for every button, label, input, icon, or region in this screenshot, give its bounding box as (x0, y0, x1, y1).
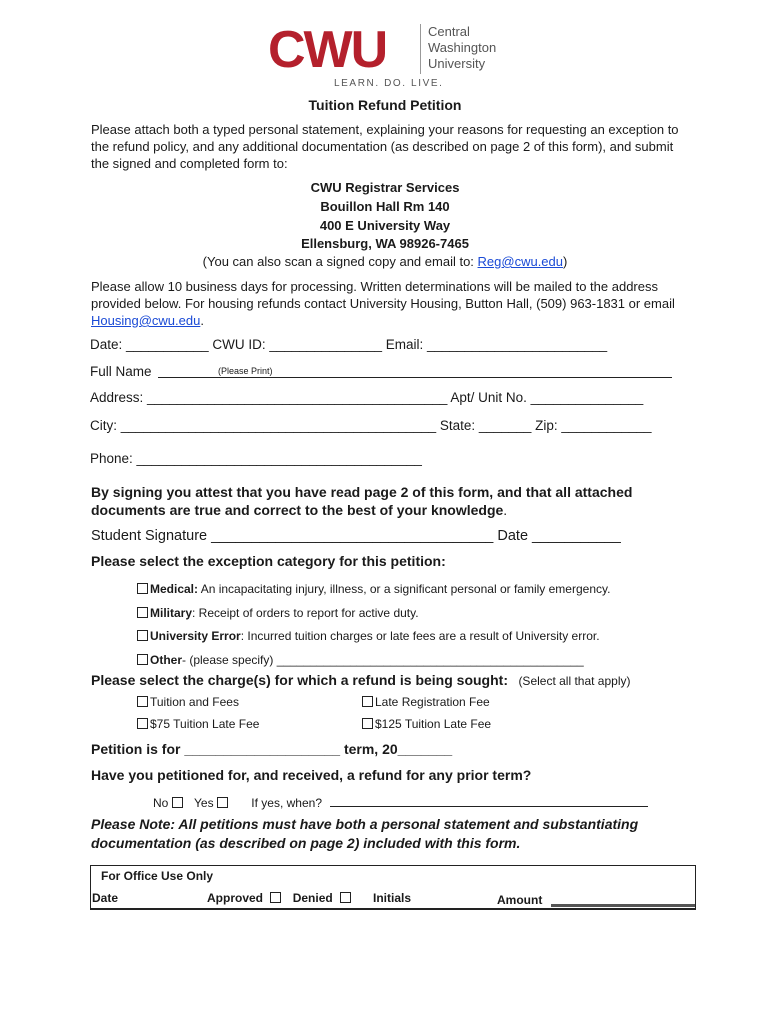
charge-125-late-fee[interactable]: $125 Tuition Late Fee (362, 717, 491, 731)
prior-refund-when-field[interactable] (330, 806, 648, 807)
housing-email-link[interactable]: Housing@cwu.edu (91, 313, 201, 328)
charges-heading-row: Please select the charge(s) for which a refund is being sought: (Select all that apply) (91, 672, 631, 688)
exception-university-error[interactable]: University Error: Incurred tuition charges or late fees are a result of University error. (137, 629, 600, 643)
office-date-label: Date (92, 891, 119, 905)
checkbox-approved[interactable] (270, 892, 281, 903)
address-city: Ellensburg, WA 98926-7465 (301, 236, 469, 251)
checkbox-military[interactable] (137, 607, 148, 618)
intro-paragraph: Please attach both a typed personal statement, explaining your reasons for requesting an exception to the refund policy, and any additional documentation (as described on page 2 of this form), and submit the signed and completed form to: (91, 122, 679, 171)
checkbox-other[interactable] (137, 654, 148, 665)
phone-field[interactable]: Phone: ______________________________________ (90, 451, 422, 466)
address-office: CWU Registrar Services (310, 180, 460, 195)
attestation-statement: By signing you attest that you have read page 2 of this form, and that all attached documents are true and correct to the best of your knowledge. (91, 484, 633, 518)
city-state-zip-field[interactable]: City: __________________________________________ State: _______ Zip: ____________ (90, 418, 652, 433)
student-signature-field[interactable]: Student Signature ___________________________________ Date ___________ (91, 528, 621, 544)
checkbox-medical[interactable] (137, 583, 148, 594)
checkbox-125-late-fee[interactable] (362, 718, 373, 729)
office-use-heading: For Office Use Only (101, 869, 214, 883)
address-building: Bouillon Hall Rm 140 (320, 199, 450, 214)
logo-university-name: Central Washington University (428, 24, 497, 71)
logo-wordmark: CWU (268, 21, 387, 79)
office-box-shadow (551, 904, 695, 907)
office-use-box (90, 865, 696, 910)
petition-term-field[interactable]: Petition is for ____________________ term, 20_______ (91, 741, 453, 757)
exception-medical[interactable]: Medical: An incapacitating injury, illness, or a significant personal or family emergency. (137, 582, 610, 596)
checkbox-denied[interactable] (340, 892, 351, 903)
full-name-label: Full Name (90, 364, 152, 379)
registrar-email-link[interactable]: Reg@cwu.edu (477, 254, 563, 269)
office-approved: Approved Denied (207, 891, 353, 905)
full-name-field[interactable] (158, 377, 672, 378)
charge-75-late-fee[interactable]: $75 Tuition Late Fee (137, 717, 259, 731)
exception-heading: Please select the exception category for this petition: (91, 553, 446, 569)
checkbox-tuition-fees[interactable] (137, 696, 148, 707)
prior-refund-question: Have you petitioned for, and received, a refund for any prior term? (91, 767, 532, 783)
logo-divider (420, 24, 421, 74)
page-title: Tuition Refund Petition (308, 97, 462, 113)
cwu-logo (268, 18, 508, 90)
prior-refund-answers: No Yes If yes, when? (153, 796, 323, 810)
exception-military[interactable]: Military: Receipt of orders to report for active duty. (137, 606, 419, 620)
petition-note: Please Note: All petitions must have both a personal statement and substantiating documentation (as described on page 2) included with this form. (91, 816, 639, 851)
please-print-note: (Please Print) (218, 366, 273, 376)
logo-motto: LEARN. DO. LIVE. (334, 78, 444, 89)
checkbox-university-error[interactable] (137, 630, 148, 641)
checkbox-75-late-fee[interactable] (137, 718, 148, 729)
office-amount-label: Amount (497, 893, 543, 907)
office-initials-label: Initials (373, 891, 412, 905)
email-note: (You can also scan a signed copy and email to: Reg@cwu.edu) (202, 254, 568, 269)
checkbox-yes[interactable] (217, 797, 228, 808)
exception-other[interactable]: Other- (please specify) ______________________________________________ (137, 653, 584, 667)
address-field[interactable]: Address: ________________________________________ Apt/ Unit No. _______________ (90, 390, 644, 405)
address-street: 400 E University Way (319, 218, 451, 233)
date-id-email-line[interactable]: Date: ___________ CWU ID: _______________ Email: ________________________ (90, 337, 608, 352)
checkbox-no[interactable] (172, 797, 183, 808)
processing-paragraph: Please allow 10 business days for processing. Written determinations will be mailed to the address provided below. For housing refunds contact University Housing, Button Hall, (509) 963-1831 or email Housing@cwu.edu. (91, 279, 675, 328)
checkbox-late-registration[interactable] (362, 696, 373, 707)
charge-late-registration[interactable]: Late Registration Fee (362, 695, 490, 709)
charge-tuition-fees[interactable]: Tuition and Fees (137, 695, 239, 709)
